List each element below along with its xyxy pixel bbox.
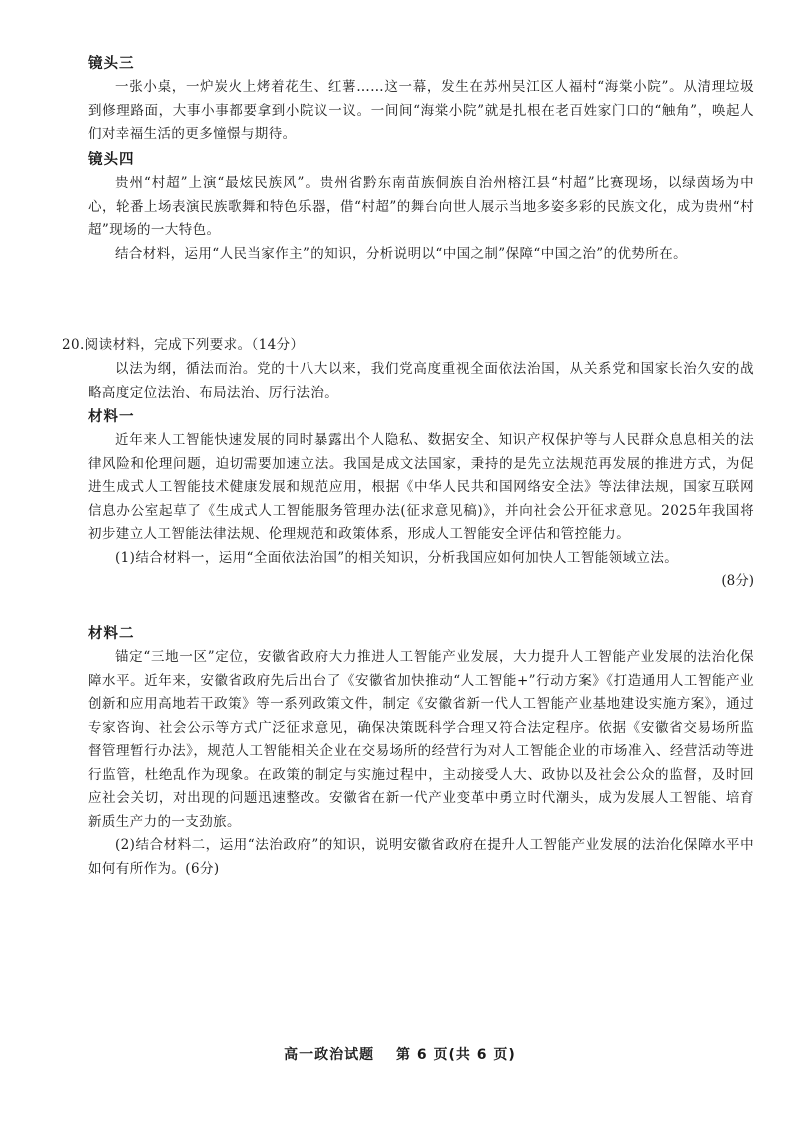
material-2-block (88, 622, 754, 881)
section-text: 一张小桌，一炉炭火上烤着花生、红薯……这一幕，发生在苏州吴江区人福村“海棠小院”。从清理垃圾到修理路面，大事小事都要拿到小院议一议。一间间“海棠小院”就是扎根在老百姓家门口的“触角”，唤起人们对幸福生活的更多憧憬与期待。 (88, 79, 754, 142)
question-20-body (88, 358, 754, 594)
section-shot-4 (88, 148, 754, 266)
sub-question-1: (1)结合材料一，运用“全面依法治国”的相关知识，分析我国应如何加快人工智能领域立法。 (115, 549, 679, 566)
material-2-heading: 材料二 (88, 626, 135, 642)
section-heading: 镜头四 (88, 152, 135, 168)
section-shot-3 (88, 52, 754, 147)
question-text: 结合材料，运用“人民当家作主”的知识，分析说明以“中国之制”保障“中国之治”的优势所在。 (115, 245, 688, 262)
material-1-text: 近年来人工智能快速发展的同时暴露出个人隐私、数据安全、知识产权保护等与人民群众息息相关的法律风险和伦理问题，迫切需要加速立法。我国是成文法国家，秉持的是先立法规范再发展的推进方式，为促进生成式人工智能技术健康发展和规范应用，根据《中华人民共和国网络安全法》等法律法规，国家互联网信息办公室起草了《生成式人工智能服务管理办法(征求意见稿)》，并向社会公开征求意见。2025年我国将初步建立人工智能法律法规、伦理规范和政策体系，形成人工智能安全评估和管控能力。 (88, 432, 754, 542)
footer-page-number: 第 6 页(共 6 页) (396, 1047, 516, 1063)
question-title: 20.阅读材料，完成下列要求。（14分） (62, 337, 305, 353)
material-1-heading: 材料一 (88, 409, 135, 425)
material-2-text: 锚定“三地一区”定位，安徽省政府大力推进人工智能产业发展，大力提升人工智能产业发展的法治化保障水平。近年来，安徽省政府先后出台了《安徽省加快推动“人工智能+”行动方案》《打造通用人工智能产业创新和应用高地若干政策》等一系列政策文件，制定《安徽省新一代人工智能产业基地建设实施方案》，通过专家咨询、社会公示等方式广泛征求意见，确保决策既科学合理又符合法定程序。依据《安徽省交易场所监督管理暂行办法》，规范人工智能相关企业在交易场所的经营行为对人工智能企业的市场准入、经营活动等进行监管，杜绝乱作为现象。在政策的制定与实施过程中，主动接受人大、政协以及社会公众的监督，及时回应社会关切，对出现的问题迅速整改。安徽省在新一代产业变革中勇立时代潮头，成为发展人工智能、培育新质生产力的一支劲旅。 (88, 649, 754, 830)
footer-subject: 高一政治试题 (284, 1047, 375, 1063)
section-text: 贵州“村超”上演“最炫民族风”。贵州省黔东南苗族侗族自治州榕江县“村超”比赛现场，以绿茵场为中心，轮番上场表演民族歌舞和特色乐器，借“村超”的舞台向世人展示当地多姿多彩的民族文化，成为贵州“村超”现场的一大特色。 (88, 175, 754, 238)
page-footer (0, 1044, 800, 1064)
section-heading: 镜头三 (88, 56, 135, 72)
question-20-title-row (62, 334, 754, 358)
sub-question-1-score: (8分) (721, 573, 754, 589)
sub-question-2: (2)结合材料二，运用“法治政府”的知识，说明安徽省政府在提升人工智能产业发展的法治化保障水平中如何有所作为。(6分) (88, 837, 754, 877)
question-intro: 以法为纲，循法而治。党的十八大以来，我们党高度重视全面依法治国，从关系党和国家长治久安的战略高度定位法治、布局法治、厉行法治。 (88, 361, 754, 401)
